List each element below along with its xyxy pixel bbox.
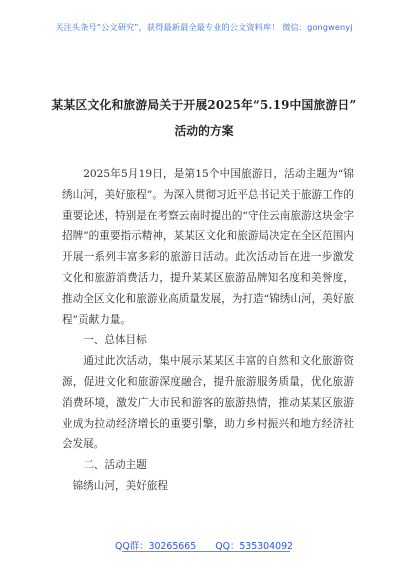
footer	[0, 538, 408, 552]
footer-underline	[122, 551, 290, 552]
section-heading-goal: 一、总体目标	[83, 334, 147, 347]
theme-paragraph: 锦绣山河，美好旅程	[72, 479, 168, 492]
intro-paragraph: 2025年5月19日，是第15个中国旅游日，活动主题为“锦绣山河，美好旅程”。为深入贯彻习近平总书记关于旅游工作的重要论述，特别是在考察云南时提出的“守住云南旅游这块金字招牌”的重要指示精神，某某区文化和旅游局决定在全区范围内开展一系列丰富多彩的旅游日活动。此次活动旨在进一步激发文化和旅游消费活力，提升某某区旅游品牌知名度和美誉度，推动全区文化和旅游业高质量发展，为打造“锦绣山河，美好旅程”贡献力量。	[62, 168, 354, 326]
document-body	[62, 164, 354, 497]
qq-group-number: QQ群：30265665	[114, 541, 197, 552]
document-title: 某某区文化和旅游局关于开展2025年“5.19中国旅游日”	[51, 98, 357, 112]
header-note: 关注头条号“公文研究”，获得最新最全最专业的公文资料库！ 微信：gongwenyj	[55, 22, 353, 32]
section-heading-theme: 二、活动主题	[83, 459, 147, 472]
qq-number: QQ：535304092	[215, 541, 294, 552]
document-subtitle: 活动的方案	[174, 124, 234, 138]
goal-paragraph: 通过此次活动，集中展示某某区丰富的自然和文化旅游资源，促进文化和旅游深度融合，提升旅游服务质量，优化旅游消费环境，激发广大市民和游客的旅游热情，推动某某区旅游业成为拉动经济增长的重要引擎，助力乡村振兴和地方经济社会发展。	[62, 355, 354, 451]
